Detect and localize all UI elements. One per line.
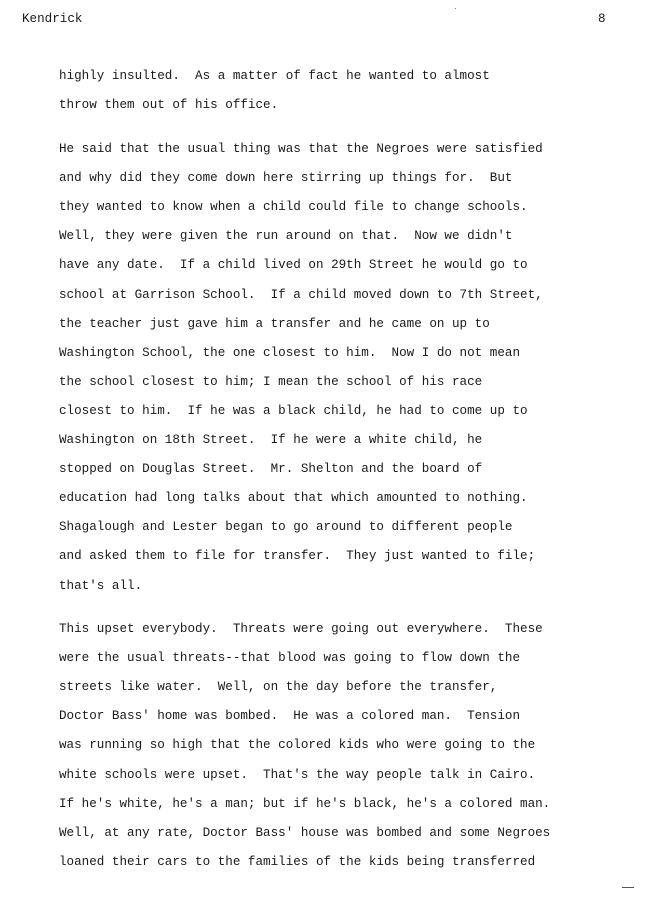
text-line: Washington School, the one closest to him. Now I do not mean — [59, 345, 521, 360]
text-line: streets like water. Well, on the day before the transfer, — [59, 680, 498, 695]
text-line: and asked them to file for transfer. They just wanted to file; — [59, 549, 536, 564]
text-line: stopped on Douglas Street. Mr. Shelton and the board of — [59, 462, 483, 477]
text-line: loaned their cars to the families of the kids being transferred — [59, 854, 536, 869]
text-line: were the usual threats--that blood was going to flow down the — [59, 651, 521, 666]
text-line: highly insulted. As a matter of fact he wanted to almost — [59, 69, 490, 83]
text-line: Doctor Bass' home was bombed. He was a colored man. Tension — [59, 709, 521, 724]
text-line: white schools were upset. That's the way people talk in Cairo. — [59, 767, 536, 782]
text-line: the school closest to him; I mean the school of his race — [59, 374, 483, 389]
text-line: school at Garrison School. If a child moved down to 7th Street, — [59, 287, 543, 302]
text-line: they wanted to know when a child could file to change schools. — [59, 200, 528, 215]
text-line: Washington on 18th Street. If he were a white child, he — [59, 433, 483, 447]
text-line: If he's white, he's a man; but if he's black, he's a colored man. — [59, 796, 551, 811]
text-line: that's all. — [59, 578, 143, 593]
text-line: This upset everybody. Threats were going out everywhere. These — [59, 622, 543, 636]
text-line: and why did they come down here stirring up things for. But — [59, 171, 513, 186]
scan-speck — [455, 8, 456, 9]
text-line: Shagalough and Lester began to go around to different people — [59, 520, 513, 535]
text-line: Well, at any rate, Doctor Bass' house was bombed and some Negroes — [59, 825, 551, 840]
text-line: the teacher just gave him a transfer and he came on up to — [59, 316, 490, 331]
scan-edge-mark — [622, 887, 634, 888]
text-line: closest to him. If he was a black child, he had to come up to — [59, 403, 528, 418]
page-number: 8 — [598, 12, 606, 26]
text-line: was running so high that the colored kids who were going to the — [59, 738, 536, 753]
text-line: Well, they were given the run around on that. Now we didn't — [59, 229, 513, 244]
text-line: education had long talks about that which amounted to nothing. — [59, 491, 528, 506]
text-line: throw them out of his office. — [59, 98, 279, 113]
text-line: He said that the usual thing was that the Negroes were satisfied — [59, 142, 543, 156]
author-name: Kendrick — [22, 12, 83, 26]
text-line: have any date. If a child lived on 29th Street he would go to — [59, 258, 528, 273]
